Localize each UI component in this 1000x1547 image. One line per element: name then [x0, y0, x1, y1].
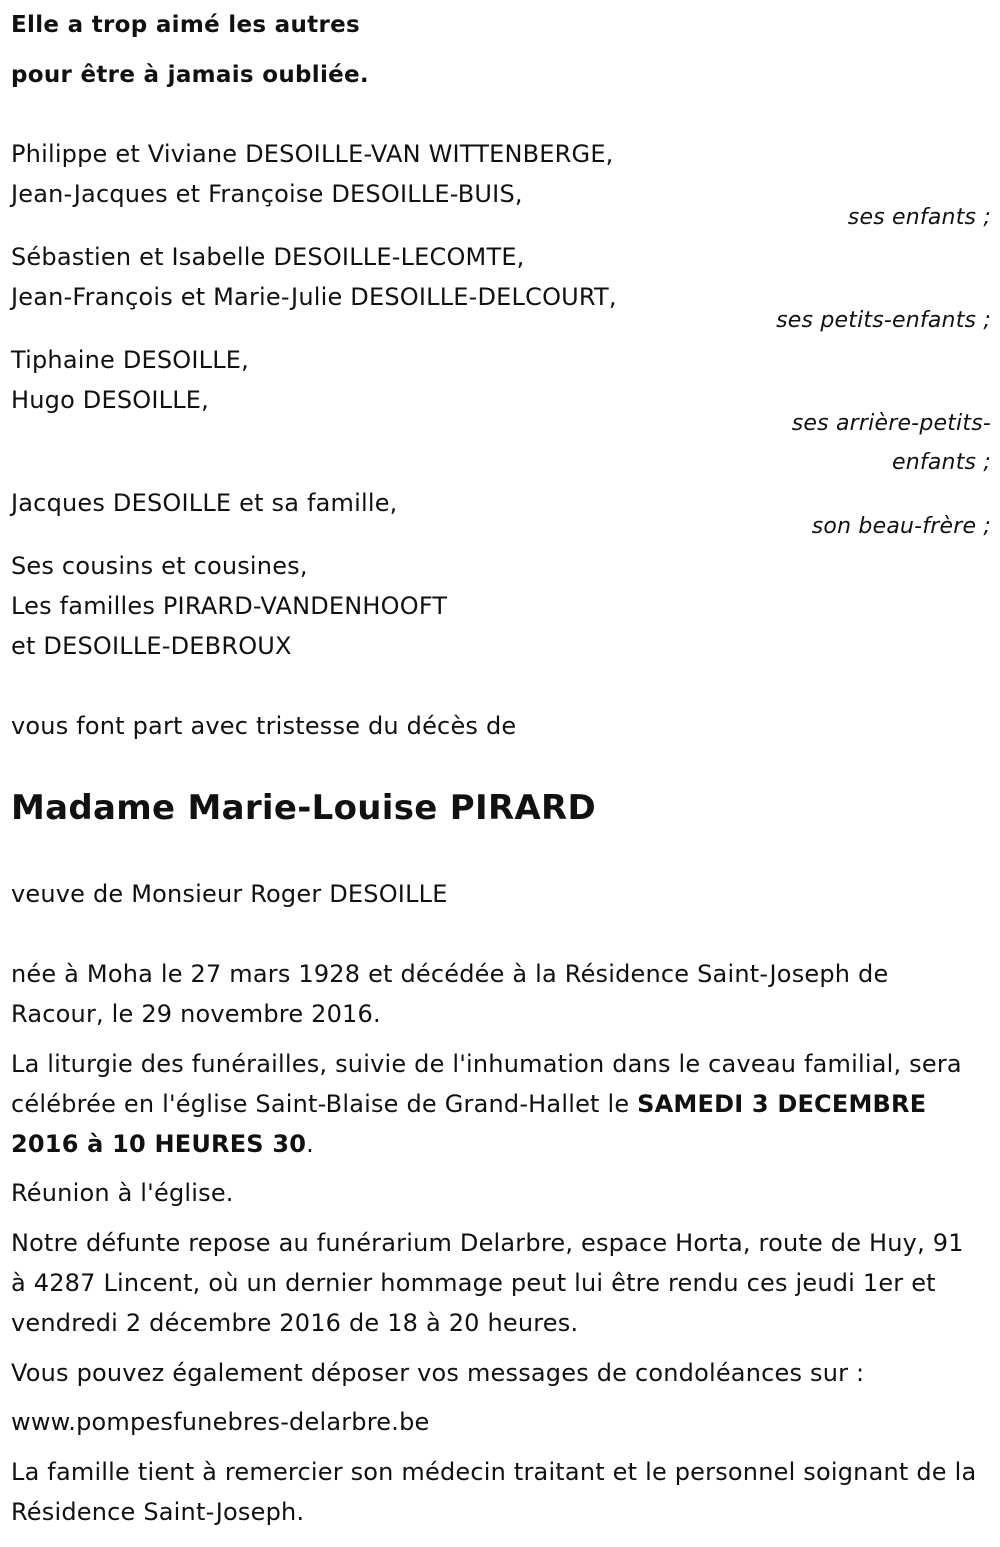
great-grandchildren-role-line-2: enfants ;	[892, 450, 991, 475]
grandchild-couple-1: Sébastien et Isabelle DESOILLE-LECOMTE,	[11, 243, 525, 271]
website-link[interactable]: www.pompesfunebres-delarbre.be	[11, 1408, 430, 1436]
great-grandchildren-role-line-1: ses arrière-petits-	[791, 411, 991, 436]
funeral-paragraph	[11, 1044, 986, 1164]
grandchildren-role: ses petits-enfants ;	[776, 308, 991, 333]
epitaph-line-2: pour être à jamais oubliée.	[11, 62, 369, 88]
funeral-text: La liturgie des funérailles, suivie de l'inhumation dans le caveau familial, sera célébrée en l'église Saint-Blaise de Grand-Hallet le	[11, 1050, 962, 1118]
great-grandchild-2: Hugo DESOILLE,	[11, 386, 209, 414]
condolences-intro: Vous pouvez également déposer vos messages de condoléances sur :	[11, 1359, 865, 1387]
thanks-paragraph: La famille tient à remercier son médecin traitant et le personnel soignant de la Résidence Saint-Joseph.	[11, 1458, 977, 1526]
announcement: vous font part avec tristesse du décès de	[11, 712, 517, 740]
brother-in-law-role: son beau-frère ;	[811, 514, 991, 539]
child-couple-1: Philippe et Viviane DESOILLE-VAN WITTENBERGE,	[11, 140, 614, 168]
brother-in-law: Jacques DESOILLE et sa famille,	[11, 489, 398, 517]
meeting-paragraph: Réunion à l'église.	[11, 1179, 234, 1207]
great-grandchild-1: Tiphaine DESOILLE,	[11, 346, 249, 374]
children-role: ses enfants ;	[847, 205, 991, 230]
epitaph-line-1: Elle a trop aimé les autres	[11, 12, 361, 38]
deceased-name: Madame Marie-Louise PIRARD	[11, 788, 597, 828]
funeral-text-end: .	[306, 1130, 314, 1158]
child-couple-2: Jean-Jacques et Françoise DESOILLE-BUIS,	[11, 180, 523, 208]
repose-paragraph: Notre défunte repose au funérarium Delarbre, espace Horta, route de Huy, 91 à 4287 Lincent, où un dernier hommage peut lui être rendu ces jeudi 1er et vendredi 2 décembre 2016 de 18 à 20 heures.	[11, 1229, 964, 1337]
families-line-2: et DESOILLE-DEBROUX	[11, 632, 292, 660]
widow-of: veuve de Monsieur Roger DESOILLE	[11, 880, 448, 908]
cousins-line: Ses cousins et cousines,	[11, 552, 308, 580]
birth-death-paragraph: née à Moha le 27 mars 1928 et décédée à la Résidence Saint-Joseph de Racour, le 29 novembre 2016.	[11, 960, 889, 1028]
grandchild-couple-2: Jean-François et Marie-Julie DESOILLE-DELCOURT,	[11, 283, 617, 311]
families-line-1: Les familles PIRARD-VANDENHOOFT	[11, 592, 448, 620]
funeral-date: SAMEDI 3 DECEMBRE 2016 à 10 HEURES 30	[11, 1090, 927, 1158]
